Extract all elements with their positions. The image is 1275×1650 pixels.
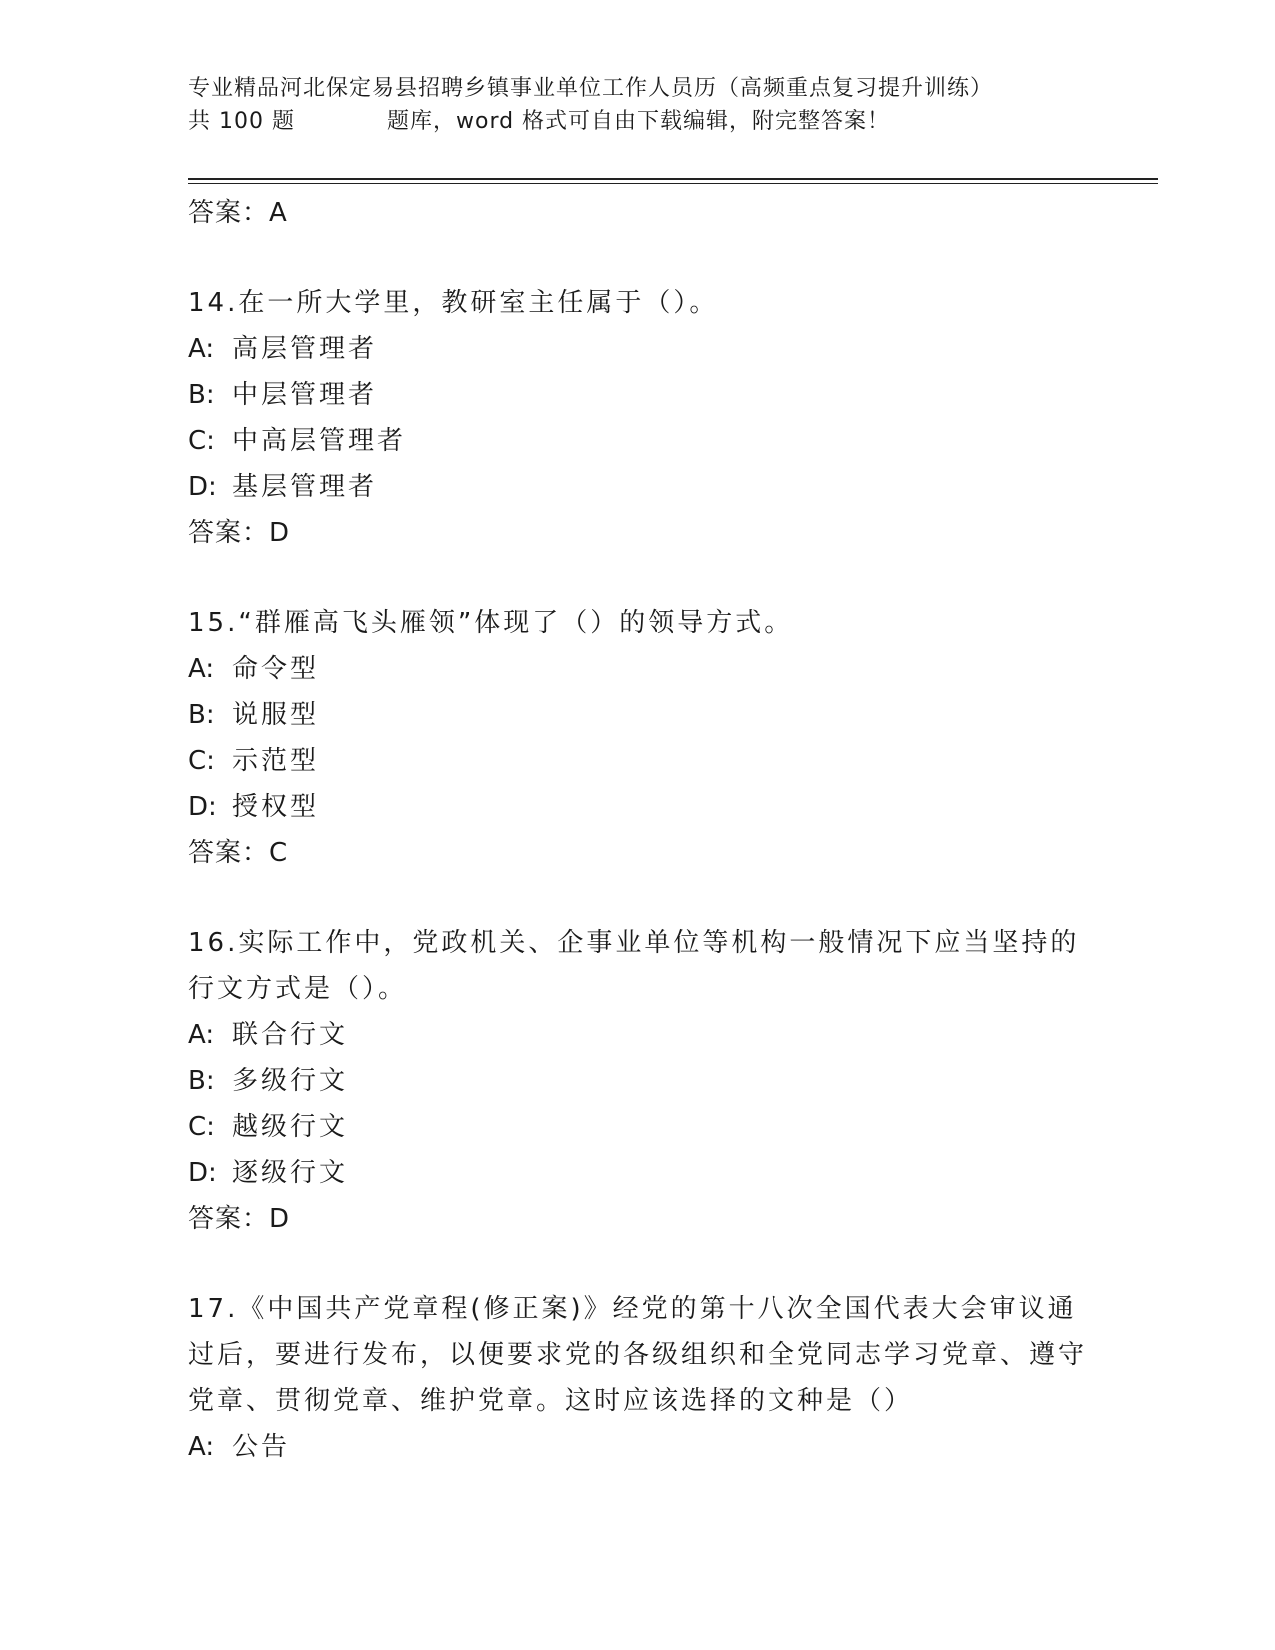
option-text: 多级行文 bbox=[232, 1066, 349, 1096]
question-text: 15.“群雁高飞头雁领”体现了（）的领导方式。 bbox=[188, 608, 794, 638]
option-a bbox=[188, 326, 1088, 372]
option-text: 联合行文 bbox=[232, 1020, 349, 1050]
header-count: 共 100 题 bbox=[188, 109, 295, 134]
option-label: B: bbox=[188, 1066, 215, 1096]
option-d bbox=[188, 464, 1088, 510]
answer-line: 答案：D bbox=[188, 1204, 291, 1234]
option-text: 中高层管理者 bbox=[232, 426, 407, 456]
option-text: 越级行文 bbox=[232, 1112, 349, 1142]
header-title: 专业精品河北保定易县招聘乡镇事业单位工作人员历（高频重点复习提升训练） bbox=[188, 76, 994, 101]
option-b bbox=[188, 372, 1088, 418]
answer-line: 答案：C bbox=[188, 838, 289, 868]
option-label: D: bbox=[188, 1158, 217, 1188]
question-text: 17.《中国共产党章程(修正案)》经党的第十八次全国代表大会审议通过后，要进行发布，以便要求党的各级组织和全党同志学习党章、遵守党章、贯彻党章、维护党章。这时应该选择的文种是（） bbox=[188, 1294, 1088, 1416]
question-list bbox=[188, 190, 1088, 1470]
question-14 bbox=[188, 280, 1088, 556]
option-label: C: bbox=[188, 746, 215, 776]
option-c bbox=[188, 1104, 1088, 1150]
option-label: D: bbox=[188, 472, 217, 502]
header-description: 题库，word 格式可自由下载编辑，附完整答案！ bbox=[386, 109, 891, 134]
option-label: B: bbox=[188, 700, 215, 730]
option-a bbox=[188, 1012, 1088, 1058]
option-text: 说服型 bbox=[232, 700, 320, 730]
header-divider-thin bbox=[188, 183, 1158, 184]
option-c bbox=[188, 418, 1088, 464]
option-b bbox=[188, 692, 1088, 738]
option-label: D: bbox=[188, 792, 217, 822]
option-label: A: bbox=[188, 1432, 215, 1462]
option-text: 授权型 bbox=[232, 792, 320, 822]
question-text: 14.在一所大学里，教研室主任属于（）。 bbox=[188, 288, 719, 318]
question-text: 16.实际工作中，党政机关、企事业单位等机构一般情况下应当坚持的行文方式是（）。 bbox=[188, 928, 1080, 1004]
option-label: C: bbox=[188, 1112, 215, 1142]
option-label: C: bbox=[188, 426, 215, 456]
option-a bbox=[188, 1424, 1088, 1470]
answer-line: 答案：D bbox=[188, 518, 291, 548]
option-d bbox=[188, 1150, 1088, 1196]
option-text: 命令型 bbox=[232, 654, 320, 684]
question-15 bbox=[188, 600, 1088, 876]
question-16 bbox=[188, 920, 1088, 1242]
header-subtitle bbox=[188, 105, 1088, 138]
option-text: 公告 bbox=[232, 1432, 291, 1462]
option-label: A: bbox=[188, 334, 215, 364]
question-17 bbox=[188, 1286, 1088, 1470]
option-c bbox=[188, 738, 1088, 784]
option-label: A: bbox=[188, 654, 215, 684]
option-text: 示范型 bbox=[232, 746, 320, 776]
option-text: 高层管理者 bbox=[232, 334, 378, 364]
header-divider-thick bbox=[188, 178, 1158, 180]
answer-line: 答案：A bbox=[188, 198, 288, 228]
option-b bbox=[188, 1058, 1088, 1104]
option-label: B: bbox=[188, 380, 215, 410]
option-a bbox=[188, 646, 1088, 692]
option-label: A: bbox=[188, 1020, 215, 1050]
option-text: 逐级行文 bbox=[232, 1158, 349, 1188]
option-text: 中层管理者 bbox=[232, 380, 378, 410]
page-header bbox=[188, 72, 1088, 138]
option-d bbox=[188, 784, 1088, 830]
option-text: 基层管理者 bbox=[232, 472, 378, 502]
